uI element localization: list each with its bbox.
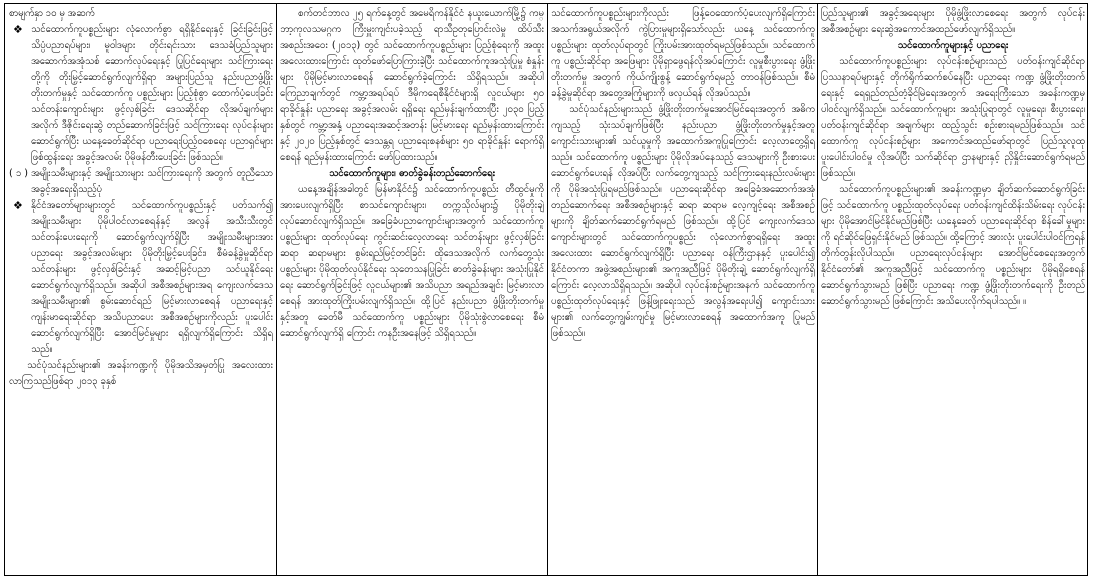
body-paragraph: သင်ပုံသင်နည်းများ၏ အခန်းကဏ္ဍကို ပိုမိုအသိအမှတ်ပြု အလေးထားလာကြသည်ဖြစ်ရာ ၂၀၁၃ ခုနှစ် bbox=[9, 360, 273, 387]
column-4 bbox=[821, 6, 1085, 573]
end-mark: ။ bbox=[1023, 296, 1027, 307]
bullet-paragraph: ❖ နိုင်ငံအတော်များများတွင် သင်ထောက်ကူပစ္စည်းနှင့် ပတ်သက်၍ အမျိုးသမီးများ ပိုမိုပါဝင်လာစေရန်နှင့် အလွန် အသီးသီးတွင် သင်တန်းပေးရေးကို ဆောင်ရွက်လျက်ရှိပြီး အမျိုးသမီးများအား ပညာရေး အခွင့်အလမ်းများ ပိုမိုတိုးမြှင့်ပေးခြင်း၊ စီမံခန့်ခွဲမှုဆိုင်ရာ သင်တန်းများ ဖွင့်လှစ်ခြင်းနှင့် အဆင့်မြင့်ပညာ သင်ယူနိုင်ရေး ဆောင်ရွက်လျက်ရှိသည်။ အဆိုပါ အစီအစဉ်များအရ ကျေးလက်ဒေသ အမျိုးသမီးများ၏ စွမ်းဆောင်ရည် မြင့်မားလာစေရန် ပညာရေးနှင့် ကျန်းမာရေးဆိုင်ရာ အသိပညာပေး အစီအစဉ်များကိုလည်း ပူးပေါင်းဆောင်ရွက်လျက်ရှိပြီး အောင်မြင်မှုများ ရရှိလျက်ရှိကြောင်း သိရှိရသည်။ bbox=[13, 199, 273, 355]
body-paragraph: သင်ထောက်ကူပစ္စည်းများ လုပ်ငန်းစဉ်များသည် ပတ်ဝန်းကျင်ဆိုင်ရာ ပြဿနာရပ်များနှင့် တိုက်ရိုက်ဆက်စပ်နေပြီး ပညာရေး ကဏ္ဍ ဖွံ့ဖြိုးတိုးတက်ရေးနှင့် ရေရှည်တည်တံ့ခိုင်မြဲရေးအတွက် အရေးကြီးသော အခန်းကဏ္ဍမှ ပါဝင်လျက်ရှိသည်။ သင်ထောက်ကူများ အသုံးပြုရာတွင် လူမှုရေး၊ စီးပွားရေး၊ ပတ်ဝန်းကျင်ဆိုင်ရာ အချက်များ ထည့်သွင်း စဉ်းစားရမည်ဖြစ်သည်။ သင်ထောက်ကူ လုပ်ငန်းစဉ်များ အကောင်အထည်ဖော်ရာတွင် ပြည်သူလူထု ပူးပေါင်းပါဝင်မှု လိုအပ်ပြီး သက်ဆိုင်ရာ ဌာနများနှင့် ညှိနှိုင်းဆောင်ရွက်ရမည် ဖြစ်သည်။ bbox=[821, 56, 1085, 179]
body-paragraph: ယနေ့အချိန်အခါတွင် မြန်မာနိုင်ငံ၌ သင်ထောက်ကူပစ္စည်း တီထွင်မှုကို အားပေးလျက်ရှိပြီး စာသင်ကျောင်းများ၊ တက္ကသိုလ်များ၌ ပိုမိုတိုးချဲ့ လုပ်ဆောင်လျက်ရှိသည်။ အခြေခံပညာကျောင်းများအတွက် သင်ထောက်ကူပစ္စည်းများ ထုတ်လုပ်ရေး ကွင်းဆင်းလေ့လာရေး သင်တန်းများ ဖွင့်လှစ်ခြင်း ဆရာ ဆရာမများ စွမ်းရည်မြင့်တင်ခြင်း ထိုဒေသအလိုက် လက်တွေ့သုံး ပစ္စည်းများ ပိုမိုထုတ်လုပ်နိုင်ရေး သုတေသနပြုခြင်း ဓာတ်ခွဲခန်းများ အသုံးပြုနိုင်ရေး ဆောင်ရွက်ခြင်းဖြင့် လူငယ်များ၏ အသိပညာ အရည်အချင်း မြင့်မားလာစေရန် အားထုတ်ကြိုးပမ်းလျက်ရှိသည်။ ထို့ပြင် နည်းပညာ ဖွံ့ဖြိုးတိုးတက်မှု နှင့်အတူ ခေတ်မီ သင်ထောက်ကူ ပစ္စည်းများ ပိုမိုသုံးစွဲလာစေရေး စီမံဆောင်ရွက်လျက်ရှိ ကြောင်း ကနဦးအနေဖြင့် သိရှိရသည်။ bbox=[280, 184, 544, 339]
item-number: ( ၁ ) bbox=[9, 168, 28, 179]
section-heading: သင်ထောက်ကူများ၊ ဓာတ်ခွဲခန်းတည်ဆောက်ရေး bbox=[328, 168, 496, 179]
body-paragraph: သင်ထောက်ကူပစ္စည်းများကိုလည်း ဖြန့်ဝေထောက်ပံ့ပေးလျက်ရှိကြောင်း အသက်အရွယ်အလိုက် ကွဲပြားမှုများရှိသော်လည်း ယနေ့ သင်ထောက်ကူ ပစ္စည်းများ ထုတ်လုပ်ရာတွင် ကြိုးပမ်းအားထုတ်ရမည်ဖြစ်သည်။ သင်ထောက်ကူ ပစ္စည်းဆိုင်ရာ အဖြေများ ပိုမိုရှာဖွေရန်လိုအပ်ကြောင်း လူမှုစီးပွားရေး ဖွံ့ဖြိုးတိုးတက်မှု အတွက် ကိုယ်ကျိုးစွန့် ဆောင်ရွက်ရမည့် တာဝန်ဖြစ်သည်။ စီမံခန့်ခွဲမှုဆိုင်ရာ အတွေ့အကြုံများကို ဖလှယ်ရန် လိုအပ်သည်။ bbox=[551, 8, 815, 99]
body-paragraph: သင်ထောက်ကူပစ္စည်းများ၏ အခန်းကဏ္ဍမှာ ချိတ်ဆက်ဆောင်ရွက်ခြင်းဖြင့် သင်ထောက်ကူ ပစ္စည်းထုတ်လုပ်ရေး ပတ်ဝန်းကျင်ထိန်းသိမ်းရေး လုပ်ငန်းများ ပိုမိုအောင်မြင်နိုင်မည်ဖြစ်ပြီး ယနေ့ခေတ် ပညာရေးဆိုင်ရာ စိန်ခေါ်မှုများကို ရင်ဆိုင်ဖြေရှင်းနိုင်မည် ဖြစ်သည်။ ထို့ကြောင့် အားလုံး ပူးပေါင်းပါဝင်ကြရန် တိုက်တွန်းလိုပါသည်။ ပညာရေးလုပ်ငန်းများ အောင်မြင်စေရေးအတွက် နိုင်ငံတော်၏ အကူအညီဖြင့် သင်ထောက်ကူ ပစ္စည်းများ ပိုမိုရရှိစေရန် ဆောင်ရွက်သွားမည် ဖြစ်ပြီး ပညာရေး ကဏ္ဍ ဖွံ့ဖြိုးတိုးတက်ရေးကို ဦးတည်ဆောင်ရွက်သွားမည် ဖြစ်ကြောင်း အသိပေးလိုက်ရပါသည်။ ။ bbox=[821, 184, 1085, 307]
newspaper-page bbox=[4, 3, 1088, 576]
column-1 bbox=[9, 6, 273, 573]
numbered-item bbox=[9, 166, 273, 198]
continued-from-label: စာမျက်နှာ ၁၀ မှ အဆက် bbox=[9, 8, 95, 19]
column-3 bbox=[551, 6, 815, 573]
bullet-paragraph: ❖ သင်ထောက်ကူပစ္စည်းများ လုံလောက်စွာ ရရှိနိုင်ရေးနှင့် ခြင်းခြင်းဖြင့် သိပ္ပံပညာရပ်များ၊ မူဝါဒများ တိုင်းရင်းသား ဒေသခံပြည်သူများ အဆောက်အအုံသစ် ဆောက်လုပ်ရေးနှင့် ပြုပြင်ရေးများ သင်ကြားရေးတို့ကို တိုးမြှင့်ဆောင်ရွက်လျက်ရှိရာ အများပြည်သူ နည်းပညာဖွံ့ဖြိုးတိုးတက်မှုနှင့် သင်ထောက်ကူ ပစ္စည်းများ ပြည့်စုံစွာ ထောက်ပံ့ပေးခြင်း သင်တန်းကျောင်းများ ဖွင့်လှစ်ခြင်း ဒေသဆိုင်ရာ လိုအပ်ချက်များအလိုက် ဒီဇိုင်းရေးဆွဲ တည်ဆောက်ခြင်းဖြင့် သင်ကြားရေး လုပ်ငန်းများ ဆောင်ရွက်ပြီး ယနေ့ခေတ်ဆိုင်ရာ ပညာရေးပြည့်ဝစေရေး ပညာရှင်များ ဖြစ်ထွန်းရေး အခွင့်အလမ်း ပိုမိုဖန်တီးပေးခြင်း ဖြစ်သည်။ bbox=[13, 23, 273, 163]
column-rule bbox=[276, 4, 277, 575]
diamond-bullet-icon: ❖ bbox=[13, 199, 23, 212]
body-paragraph: ပြည်သူများ၏ အခွင့်အရေးများ ပိုမိုဖွံ့ဖြိုးလာစေရေး အတွက် လုပ်ငန်းအစီအစဉ်များ ရေးဆွဲအကောင်အထည်ဖော်လျက်ရှိသည်။ bbox=[821, 8, 1085, 35]
body-paragraph: သင်ပုံသင်နည်းများသည် ဖွံ့ဖြိုးတိုးတက်မှုအောင်မြင်ရေးအတွက် အဓိကကျသည့် သုံးသပ်ချက်ဖြစ်ပြီး နည်းပညာ ဖွံ့ဖြိုးတိုးတက်မှုနှင့်အတူ ကျောင်းသားများ၏ သင်ယူမှုကို အထောက်အကူပြုကြောင်း လေ့လာတွေ့ရှိရသည်။ သင်ထောက်ကူ ပစ္စည်းများ ပိုမိုလိုအပ်နေသည့် ဒေသများကို ဦးစားပေး ဆောင်ရွက်ပေးရန် လိုအပ်ပြီး လက်တွေ့ကျသည့် သင်ကြားရေးနည်းလမ်းများကို ပိုမိုအသုံးပြုရမည်ဖြစ်သည်။ ပညာရေးဆိုင်ရာ အခြေခံအဆောက်အအုံ တည်ဆောက်ရေး အစီအစဉ်များနှင့် ဆရာ ဆရာမ လေ့ကျင့်ရေး အစီအစဉ်များကို ချိတ်ဆက်ဆောင်ရွက်ရမည် ဖြစ်သည်။ ထို့ပြင် ကျေးလက်ဒေသ ကျောင်းများတွင် သင်ထောက်ကူပစ္စည်း လုံလောက်စွာရရှိရေး အထူးအလေးထား ဆောင်ရွက်လျက်ရှိပြီး ပညာရေး ဝန်ကြီးဌာနနှင့် ပူးပေါင်း၍ နိုင်ငံတကာ အဖွဲ့အစည်းများ၏ အကူအညီဖြင့် ပိုမိုတိုးချဲ့ ဆောင်ရွက်လျက်ရှိကြောင်း လေ့လာသိရှိရသည်။ အဆိုပါ လုပ်ငန်းစဉ်များအနက် သင်ထောက်ကူ ပစ္စည်းထုတ်လုပ်ရေးနှင့် ဖြန့်ဖြူးရေးသည် အလွန်အရေးပါ၍ ကျောင်းသားများ၏ လက်တွေ့ကျွမ်းကျင်မှု မြင့်မားလာစေရန် အထောက်အကူ ပြုမည်ဖြစ်သည်။ bbox=[551, 104, 815, 339]
column-rule bbox=[547, 4, 548, 575]
diamond-bullet-icon: ❖ bbox=[13, 23, 23, 36]
column-2 bbox=[280, 6, 544, 573]
body-paragraph: စက်တင်ဘာလ ၂၅ ရက်နေ့တွင် အမေရိကန်နိုင်ငံ နယူးယောက်မြို့၌ ကမ္ဘာ့ကုလသမဂ္ဂက ကြီးမှူးကျင်းပခဲ့သည့် ရာသီဥတုပြောင်းလဲမှု ထိပ်သီးအစည်းအဝေး (၂၀၁၃) တွင် သင်ထောက်ကူပစ္စည်းများ ပြည့်စုံရေးကို အထူးအလေးထားကြောင်း ထုတ်ဖော်ပြောကြားခဲ့ပြီး သင်ထောက်ကူအသုံးပြုမှု စံနှုန်းများ ပိုမိုမြင့်မားလာစေရန် ဆောင်ရွက်ခဲ့ကြောင်း သိရှိရသည်။ အဆိုပါကြေညာချက်တွင် ကမ္ဘာ့အရပ်ရပ် ဒီမိုကရေစီနိုင်ငံများရှိ လူငယ်များ ၅၀ ရာခိုင်နှုန်း ပညာရေး အခွင့်အလမ်း ရရှိရေး ရည်မှန်းချက်ထားပြီး ၂၀၃၀ ပြည့်နှစ်တွင် ကမ္ဘာ့အနှံ့ ပညာရေးအဆင့်အတန်း မြင့်မားရေး ရည်မှန်းထားကြောင်းနှင့် ၂၀၂၀ ပြည့်နှစ်တွင် ဒေသန္တရ ပညာရေးစနစ်များ ၅၀ ရာခိုင်နှုန်း ရောက်ရှိစေရန် ရည်မှန်းထားကြောင်း ဖော်ပြထားသည်။ bbox=[280, 8, 544, 163]
section-heading: သင်ထောက်ကူများနှင့် ပညာရေး bbox=[897, 40, 1009, 51]
column-rule bbox=[817, 4, 818, 575]
item-title: အမျိုးသမီးများနှင့် အမျိုးသားများ သင်ကြားရေးကို အတွက် တူညီသော အခွင့်အရေးရှိသည့်ပုံ bbox=[31, 168, 273, 195]
